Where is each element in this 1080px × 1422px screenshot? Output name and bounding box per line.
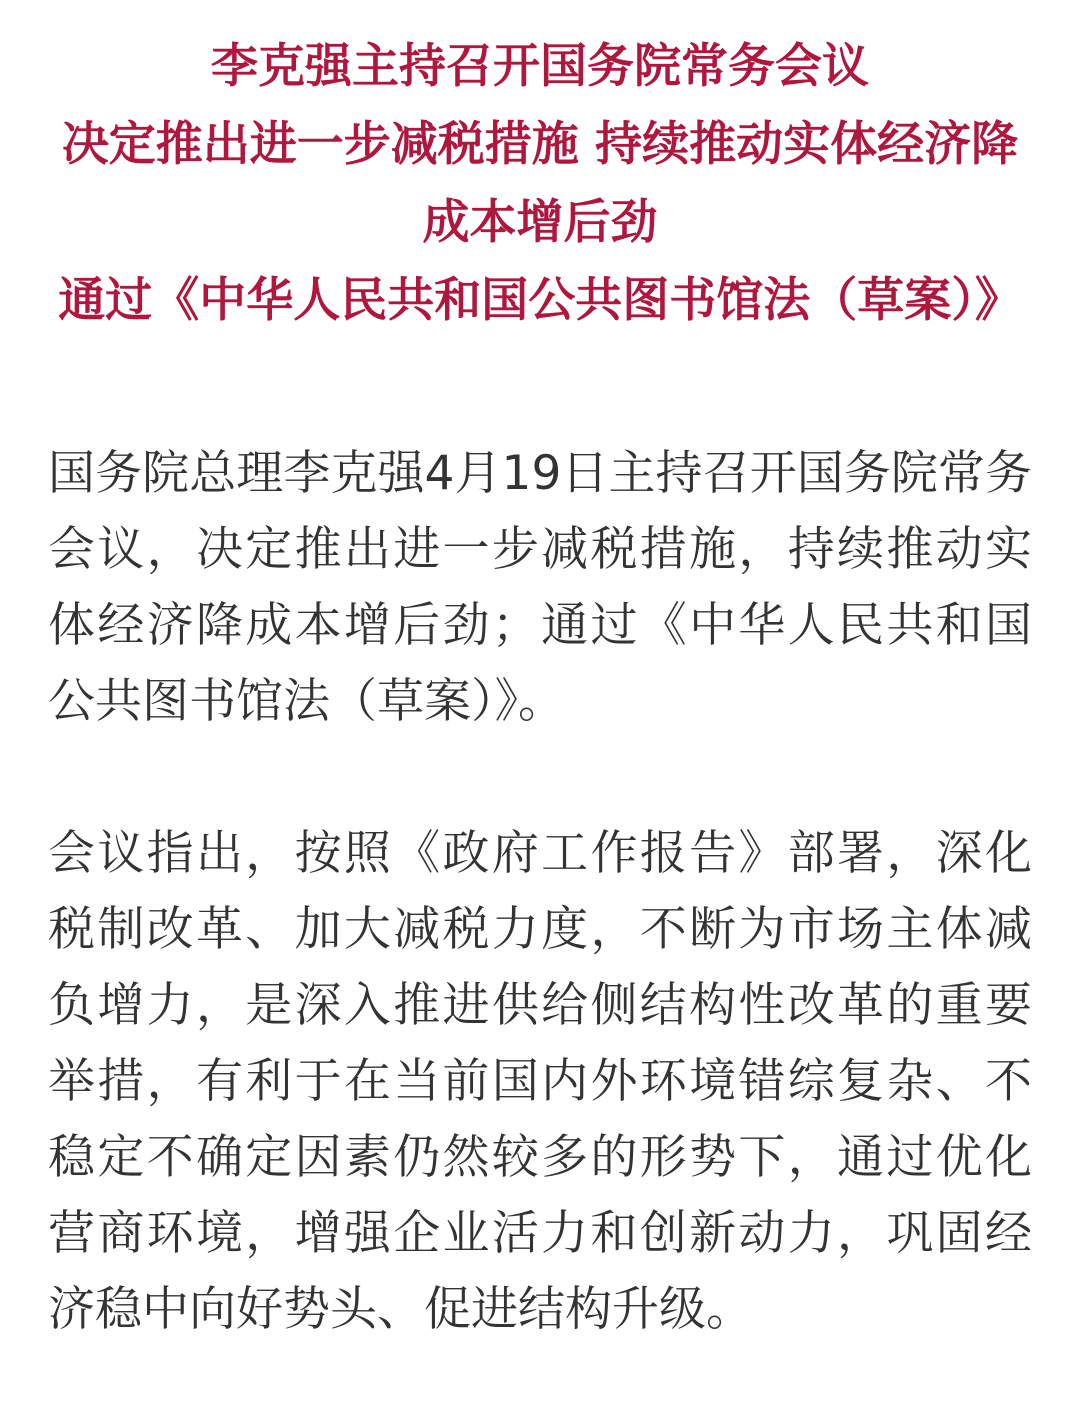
headline-line-1: 李克强主持召开国务院常务会议 [211, 39, 869, 94]
body-paragraph-2: 会议指出，按照《政府工作报告》部署，深化税制改革、加大减税力度，不断为市场主体减负增力，是深入推进供给侧结构性改革的重要举措，有利于在当前国内外环境错综复杂、不稳定不确定因素仍然较多的形势下，通过优化营商环境，增强企业活力和创新动力，巩固经济稳中向好势头、促进结构升级。 [48, 826, 1032, 1337]
body-paragraph-1: 国务院总理李克强4月19日主持召开国务院常务会议，决定推出进一步减税措施，持续推动实体经济降成本增后劲；通过《中华人民共和国公共图书馆法（草案）》。 [48, 446, 1032, 729]
article-headline [48, 28, 1032, 340]
headline-line-3: 通过《中华人民共和国公共图书馆法（草案）》 [58, 273, 1022, 328]
headline-line-2: 决定推出进一步减税措施 持续推动实体经济降成本增后劲 [61, 117, 1019, 250]
